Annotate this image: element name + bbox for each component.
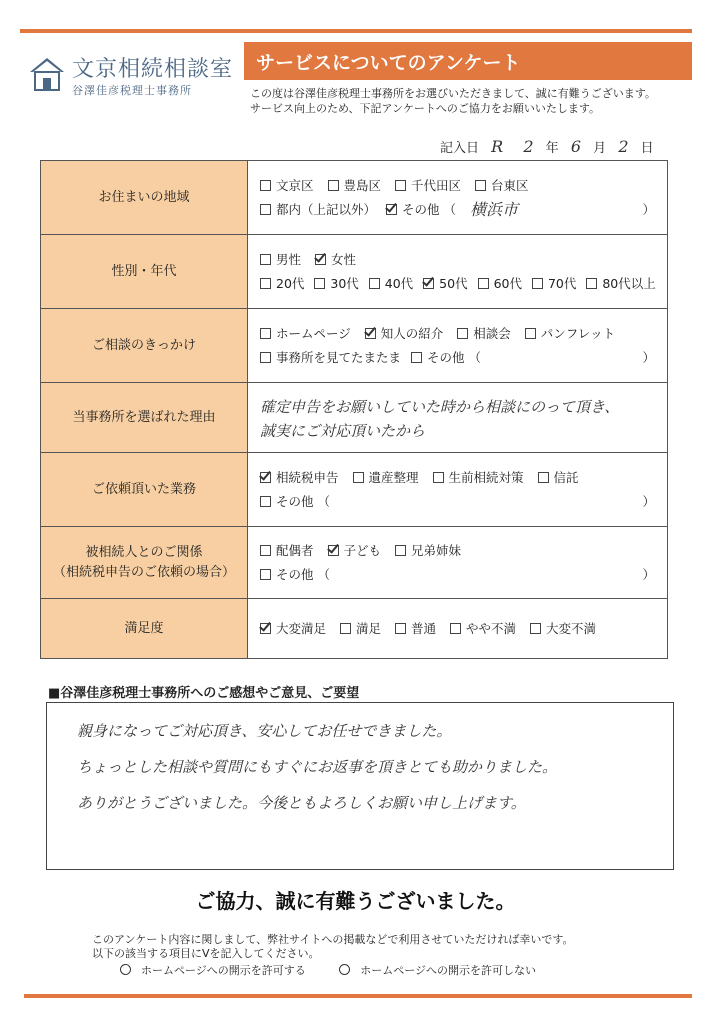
paren-open: （ bbox=[443, 201, 457, 217]
trigger-referral[interactable]: 知人の紹介 bbox=[365, 322, 444, 346]
date-era[interactable]: R bbox=[491, 137, 504, 156]
checkbox-icon bbox=[450, 623, 461, 634]
checkbox-icon bbox=[328, 180, 339, 191]
bottom-accent-line bbox=[24, 994, 692, 998]
gender-female[interactable]: 女性 bbox=[315, 248, 356, 272]
disclosure-options bbox=[120, 962, 566, 978]
survey-form-table bbox=[40, 160, 668, 659]
trigger-seminar[interactable]: 相談会 bbox=[457, 322, 511, 346]
checkbox-checked-icon bbox=[365, 328, 376, 339]
checkbox-checked-icon bbox=[423, 278, 434, 289]
service-options bbox=[248, 453, 668, 527]
satisfaction-somewhat-dissatisfied[interactable]: やや不満 bbox=[450, 617, 516, 641]
relation-other[interactable]: その他 bbox=[260, 563, 314, 587]
checkbox-icon bbox=[532, 278, 543, 289]
comment-line: ありがとうございました。今後ともよろしくお願い申し上げます。 bbox=[77, 794, 526, 812]
disclosure-note-line: 以下の該当する項目にVを記入してください。 bbox=[92, 947, 320, 960]
paren-open: （ bbox=[317, 566, 331, 582]
survey-title-banner bbox=[244, 42, 692, 80]
age-70s[interactable]: 70代 bbox=[532, 272, 576, 296]
gender-age-options bbox=[248, 235, 668, 309]
checkbox-icon bbox=[395, 623, 406, 634]
reason-answer[interactable] bbox=[248, 383, 668, 453]
checkbox-icon bbox=[475, 180, 486, 191]
checkbox-icon bbox=[395, 180, 406, 191]
date-month-unit: 月 bbox=[593, 141, 607, 156]
disclosure-allow[interactable]: ホームページへの開示を許可する bbox=[120, 962, 306, 978]
checkbox-checked-icon bbox=[328, 545, 339, 556]
checkbox-checked-icon bbox=[260, 623, 271, 634]
age-80s-plus[interactable]: 80代以上 bbox=[586, 272, 655, 296]
trigger-homepage[interactable]: ホームページ bbox=[260, 322, 351, 346]
age-20s[interactable]: 20代 bbox=[260, 272, 304, 296]
disclosure-note-line: このアンケート内容に関しまして、弊社サイトへの掲載などで利用させていただければ幸いです。 bbox=[92, 933, 574, 946]
area-options bbox=[248, 161, 668, 235]
satisfaction-very-satisfied[interactable]: 大変満足 bbox=[260, 617, 326, 641]
satisfaction-neutral[interactable]: 普通 bbox=[395, 617, 436, 641]
checkbox-icon bbox=[340, 623, 351, 634]
trigger-other[interactable]: その他 bbox=[411, 346, 465, 370]
area-option-tokyo-other[interactable]: 都内（上記以外） bbox=[260, 198, 376, 222]
row-area bbox=[41, 161, 668, 235]
relation-options bbox=[248, 527, 668, 599]
reason-line: 誠実にご対応頂いたから bbox=[260, 421, 426, 440]
age-40s[interactable]: 40代 bbox=[369, 272, 413, 296]
intro-line: サービス向上のため、下記アンケートへのご協力をお願いいたします。 bbox=[250, 102, 601, 115]
checkbox-icon bbox=[314, 278, 325, 289]
row-satisfaction bbox=[41, 599, 668, 659]
checkbox-icon bbox=[260, 328, 271, 339]
paren-open: （ bbox=[317, 493, 331, 509]
area-option-bunkyo[interactable]: 文京区 bbox=[260, 174, 314, 198]
checkbox-icon bbox=[369, 278, 380, 289]
date-year-unit: 年 bbox=[545, 141, 559, 156]
checkbox-icon bbox=[395, 545, 406, 556]
area-label: お住まいの地域 bbox=[41, 161, 248, 235]
comments-heading: ■谷澤佳彦税理士事務所へのご感想やご意見、ご要望 bbox=[48, 686, 360, 701]
trigger-pamphlet[interactable]: パンフレット bbox=[525, 322, 615, 346]
trigger-options bbox=[248, 309, 668, 383]
reason-line: 確定申告をお願いしていた時から相談にのって頂き、 bbox=[260, 397, 620, 416]
intro-text bbox=[250, 86, 656, 116]
area-other-input[interactable]: 横浜市 bbox=[470, 199, 519, 219]
reason-label: 当事務所を選ばれた理由 bbox=[41, 383, 248, 453]
area-option-taito[interactable]: 台東区 bbox=[475, 174, 529, 198]
row-trigger bbox=[41, 309, 668, 383]
service-inheritance-tax[interactable]: 相続税申告 bbox=[260, 466, 339, 490]
relation-label-note: （相続税申告のご依頼の場合） bbox=[52, 564, 235, 580]
date-day-unit: 日 bbox=[640, 141, 654, 156]
checkbox-icon bbox=[530, 623, 541, 634]
checkbox-checked-icon bbox=[315, 254, 326, 265]
service-label: ご依頼頂いた業務 bbox=[41, 453, 248, 527]
satisfaction-satisfied[interactable]: 満足 bbox=[340, 617, 381, 641]
logo-title: 文京相続相談室 bbox=[72, 57, 234, 82]
row-relation bbox=[41, 527, 668, 599]
paren-close: ） bbox=[642, 493, 655, 509]
radio-icon bbox=[339, 964, 350, 975]
comments-text bbox=[77, 713, 557, 821]
comment-line: 親身になってご対応頂き、安心してお任せできました。 bbox=[77, 722, 452, 740]
paren-close: ） bbox=[642, 566, 655, 582]
relation-other-input[interactable] bbox=[330, 563, 642, 587]
date-label: 記入日 bbox=[440, 141, 480, 156]
row-service bbox=[41, 453, 668, 527]
disclosure-deny[interactable]: ホームページへの開示を許可しない bbox=[339, 962, 536, 978]
comment-line: ちょっとした相談や質問にもすぐにお返事を頂きとても助かりました。 bbox=[77, 758, 558, 776]
paren-open: （ bbox=[468, 349, 482, 365]
checkbox-icon bbox=[478, 278, 489, 289]
logo-subtitle: 谷澤佳彦税理士事務所 bbox=[72, 84, 192, 97]
checkbox-icon bbox=[586, 278, 597, 289]
satisfaction-label: 満足度 bbox=[41, 599, 248, 659]
checkbox-icon bbox=[260, 496, 271, 507]
top-accent-line bbox=[20, 29, 692, 33]
relation-sibling[interactable]: 兄弟姉妹 bbox=[395, 539, 461, 563]
entry-date bbox=[440, 137, 654, 156]
age-60s[interactable]: 60代 bbox=[478, 272, 522, 296]
row-reason bbox=[41, 383, 668, 453]
comments-box[interactable] bbox=[46, 702, 674, 870]
checkbox-icon bbox=[260, 254, 271, 265]
area-option-chiyoda[interactable]: 千代田区 bbox=[395, 174, 461, 198]
checkbox-checked-icon bbox=[260, 472, 271, 483]
service-other[interactable]: その他 bbox=[260, 490, 314, 514]
service-other-input[interactable] bbox=[330, 490, 642, 514]
gender-male[interactable]: 男性 bbox=[260, 248, 301, 272]
checkbox-icon bbox=[411, 352, 422, 363]
checkbox-icon bbox=[525, 328, 536, 339]
service-estate[interactable]: 遺産整理 bbox=[353, 466, 419, 490]
date-day[interactable]: 2 bbox=[618, 137, 629, 156]
row-gender-age bbox=[41, 235, 668, 309]
service-planning[interactable]: 生前相続対策 bbox=[433, 466, 524, 490]
disclosure-note bbox=[92, 933, 573, 961]
paren-close: ） bbox=[642, 349, 655, 365]
checkbox-icon bbox=[538, 472, 549, 483]
area-option-toshima[interactable]: 豊島区 bbox=[328, 174, 382, 198]
checkbox-icon bbox=[260, 278, 271, 289]
gender-age-label: 性別・年代 bbox=[41, 235, 248, 309]
checkbox-checked-icon bbox=[386, 204, 397, 215]
checkbox-icon bbox=[433, 472, 444, 483]
checkbox-icon bbox=[260, 545, 271, 556]
area-option-other[interactable]: その他 bbox=[386, 198, 440, 222]
checkbox-icon bbox=[260, 204, 271, 215]
satisfaction-very-dissatisfied[interactable]: 大変不満 bbox=[530, 617, 596, 641]
satisfaction-options bbox=[248, 599, 668, 659]
trigger-other-input[interactable] bbox=[481, 346, 642, 370]
checkbox-icon bbox=[353, 472, 364, 483]
age-30s[interactable]: 30代 bbox=[314, 272, 358, 296]
checkbox-icon bbox=[260, 352, 271, 363]
relation-label bbox=[41, 527, 248, 599]
date-year[interactable]: 2 bbox=[523, 137, 534, 156]
paren-close: ） bbox=[642, 201, 655, 217]
checkbox-icon bbox=[260, 180, 271, 191]
relation-child[interactable]: 子ども bbox=[328, 539, 382, 563]
checkbox-icon bbox=[457, 328, 468, 339]
relation-label-line: 被相続人とのご関係 bbox=[85, 544, 203, 560]
survey-title: サービスについてのアンケート bbox=[256, 52, 521, 74]
relation-spouse[interactable]: 配偶者 bbox=[260, 539, 314, 563]
checkbox-icon bbox=[260, 569, 271, 580]
radio-icon bbox=[120, 964, 131, 975]
trigger-label: ご相談のきっかけ bbox=[41, 309, 248, 383]
logo bbox=[22, 52, 237, 100]
trigger-walkby[interactable]: 事務所を見てたまたま bbox=[260, 346, 401, 370]
age-50s[interactable]: 50代 bbox=[423, 272, 467, 296]
intro-line: この度は谷澤佳彦税理士事務所をお選びいただきまして、誠に有難うございます。 bbox=[250, 87, 656, 100]
thanks-message: ご協力、誠に有難うございました。 bbox=[195, 889, 516, 913]
house-logo-icon bbox=[28, 56, 66, 92]
service-trust[interactable]: 信託 bbox=[538, 466, 579, 490]
date-month[interactable]: 6 bbox=[570, 137, 582, 156]
